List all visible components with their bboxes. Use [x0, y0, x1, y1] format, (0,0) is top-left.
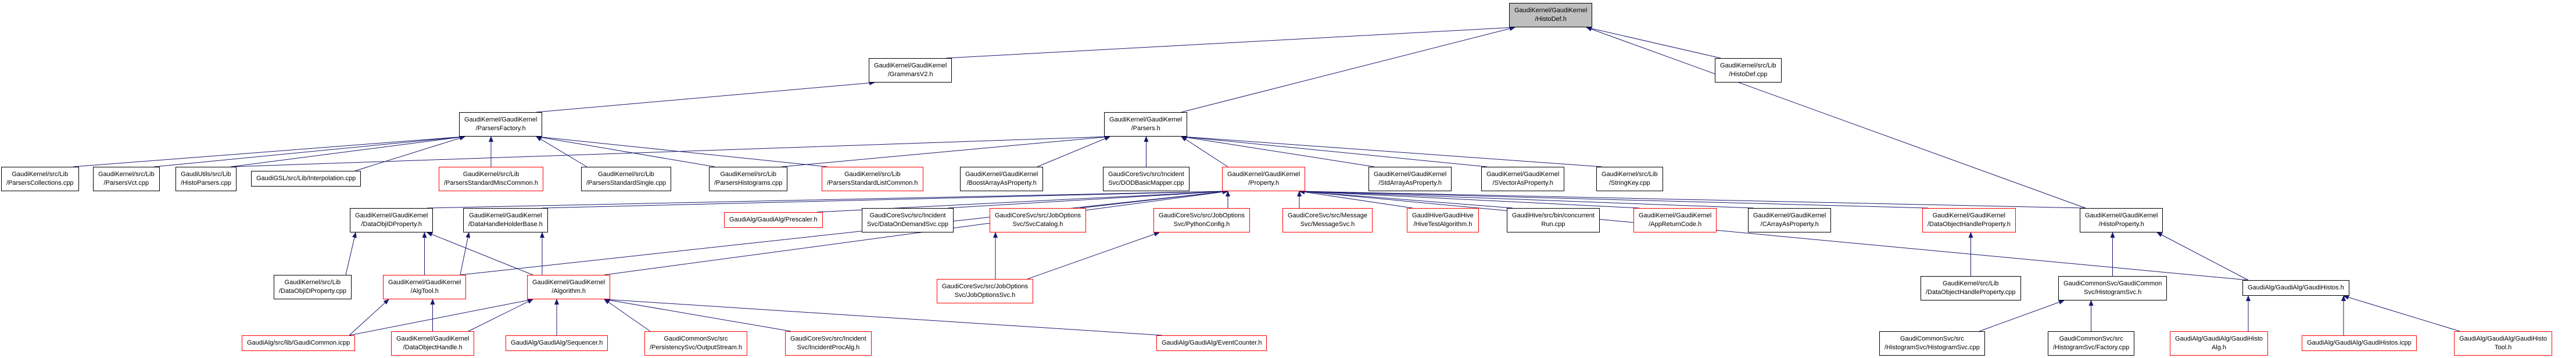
graph-node-label: GaudiAlg/GaudiAlg/EventCounter.h	[1162, 339, 1262, 346]
include-edge-parsersstandardsingle-cpp-to-parsersfactory-h	[536, 137, 587, 167]
graph-node-property-h[interactable]	[1222, 167, 1305, 191]
graph-node-parsershistograms-cpp[interactable]	[709, 167, 787, 191]
graph-node-algtool-h[interactable]	[383, 275, 466, 299]
graph-node-label: Svc/JobOptionsSvc.h	[954, 292, 1016, 299]
graph-node-label: GaudiAlg/GaudiAlg/Sequencer.h	[511, 339, 603, 346]
include-edge-gaudihistos-h-to-property-h	[1299, 191, 2248, 280]
graph-node-gaudihistoalg-h[interactable]	[2170, 331, 2268, 356]
include-edge-gaudicommon-icpp-to-algtool-h	[349, 299, 389, 335]
graph-node-eventcounter-h[interactable]	[1156, 335, 1267, 351]
include-edge-hivetestalgorithm-h-to-property-h	[1299, 191, 1413, 208]
include-edge-parsersvct-cpp-to-parsersfactory-h	[154, 137, 465, 167]
include-edge-dataobjecthandleproperty-h-to-property-h	[1299, 191, 1928, 208]
graph-node-label: GaudiAlg/GaudiAlg/GaudiHisto	[2459, 335, 2548, 342]
graph-node-label: /HistogramSvc/Factory.cpp	[2053, 344, 2130, 351]
graph-node-label: /HistoDef.cpp	[1729, 71, 1768, 78]
graph-node-label: /DataHandleHolderBase.h	[468, 221, 543, 228]
include-edge-histoparsers-cpp-to-parsersfactory-h	[231, 137, 465, 167]
graph-node-label: GaudiAlg/GaudiAlg/GaudiHisto	[2175, 335, 2263, 342]
graph-node-histogramsvc-cpp[interactable]	[1879, 331, 1985, 356]
include-edge-histoparsers-cpp-to-parsers-h	[231, 137, 1110, 167]
include-edge-interpolation-cpp-to-parsersfactory-h	[355, 137, 465, 171]
graph-node-joboptionssvc-h[interactable]	[937, 279, 1033, 303]
graph-node-label: GaudiGSL/src/Lib/Interpolation.cpp	[256, 175, 356, 182]
graph-node-label: GaudiKernel/GaudiKernel	[2085, 212, 2158, 219]
graph-node-label: /CArrayAsProperty.h	[1760, 221, 1819, 228]
graph-node-label: /ParsersVct.cpp	[103, 180, 149, 187]
graph-node-label: GaudiKernel/GaudiKernel	[388, 279, 461, 286]
graph-node-pythonconfig-h[interactable]	[1153, 208, 1250, 232]
graph-node-stringkey-cpp[interactable]	[1596, 167, 1663, 191]
graph-node-label: Svc/IncidentProcAlg.h	[797, 344, 860, 351]
include-edge-svccatalog-h-to-property-h	[1080, 191, 1228, 208]
graph-node-parsersstandardsingle-cpp[interactable]	[581, 167, 671, 191]
graph-node-label: GaudiCoreSvc/src/Message	[1288, 212, 1367, 219]
graph-node-outputstream-h[interactable]	[644, 331, 747, 356]
graph-node-label: GaudiKernel/GaudiKernel	[874, 62, 947, 69]
graph-node-label: /HistogramSvc/HistogramSvc.cpp	[1884, 344, 1980, 351]
graph-node-label: GaudiCoreSvc/src/JobOptions	[942, 283, 1028, 290]
graph-node-label: GaudiKernel/GaudiKernel	[1374, 171, 1447, 178]
graph-node-parsersvct-cpp[interactable]	[93, 167, 160, 191]
graph-node-gaudihistos-icpp[interactable]	[2302, 335, 2417, 351]
graph-node-label: GaudiHive/src/bin/concurrent	[1512, 212, 1595, 219]
include-edge-histogramsvc-cpp-to-histogramsvc-h	[1979, 300, 2064, 331]
include-edge-incidentprocalg-h-to-algorithm-h	[604, 299, 791, 331]
graph-node-label: GaudiCoreSvc/src/JobOptions	[1159, 212, 1245, 219]
graph-node-label: GaudiKernel/GaudiKernel	[1227, 171, 1300, 178]
graph-node-label: /ParsersStandardMiscCommon.h	[444, 180, 539, 187]
graph-node-label: GaudiKernel/GaudiKernel	[1753, 212, 1826, 219]
include-edge-algorithm-h-to-dataobjidproperty-h	[427, 232, 533, 275]
graph-node-svccatalog-h[interactable]	[990, 208, 1086, 232]
graph-node-histoproperty-h[interactable]	[2080, 208, 2163, 232]
graph-node-label: GaudiKernel/src/Lib	[12, 171, 69, 178]
graph-node-label: /DataObjIDProperty.h	[361, 221, 422, 228]
include-edge-dataobjecthandle-h-to-algorithm-h	[468, 299, 533, 331]
graph-node-label: /DataObjectHandleProperty.cpp	[1926, 289, 2016, 296]
graph-node-label: GaudiCommonSvc/src	[1900, 335, 1964, 342]
graph-node-parserscollections-cpp[interactable]	[1, 167, 79, 191]
graph-node-label: GaudiKernel/src/Lib	[844, 171, 901, 178]
graph-node-label: /ParsersCollections.cpp	[6, 180, 74, 187]
graph-node-parsersstandardlistcommon-h[interactable]	[822, 167, 923, 191]
graph-node-label: /AlgTool.h	[410, 288, 439, 295]
include-edge-grammarsv2-h-to-histodef-h	[946, 27, 1515, 58]
graph-node-sequencer-h[interactable]	[506, 335, 608, 351]
graph-node-prescaler-h[interactable]	[724, 212, 823, 228]
include-edge-parsershistograms-cpp-to-parsers-h	[782, 137, 1110, 167]
graph-node-label: GaudiKernel/GaudiKernel	[464, 116, 538, 123]
include-edge-parsershistograms-cpp-to-parsersfactory-h	[536, 137, 715, 167]
graph-node-label: /HiveTestAlgorithm.h	[1413, 221, 1472, 228]
include-edge-property-h-to-parsers-h	[1181, 137, 1228, 167]
graph-node-label: Alg.h	[2211, 344, 2227, 351]
graph-node-appreturncode-h[interactable]	[1633, 208, 1717, 232]
graph-node-datahandleholderbase-h[interactable]	[463, 208, 548, 232]
graph-node-parsers-h[interactable]	[1104, 112, 1187, 137]
graph-node-label: GaudiKernel/GaudiKernel	[1639, 212, 1712, 219]
graph-node-label: GaudiKernel/src/Lib	[720, 171, 776, 178]
graph-node-label: /ParsersFactory.h	[475, 125, 526, 132]
graph-node-label: /AppReturnCode.h	[1649, 221, 1702, 228]
graph-node-label: GaudiCommonSvc/src	[2059, 335, 2123, 342]
graph-node-label: GaudiCoreSvc/src/JobOptions	[995, 212, 1081, 219]
graph-node-histodef-cpp[interactable]	[1715, 58, 1782, 83]
graph-node-label: GaudiAlg/GaudiAlg/Prescaler.h	[729, 216, 818, 223]
graph-node-label: /HistoProperty.h	[2098, 221, 2144, 228]
graph-node-label: /HistoParsers.cpp	[181, 180, 231, 187]
graph-node-label: GaudiKernel/GaudiKernel	[965, 171, 1038, 178]
graph-node-label: /Property.h	[1248, 180, 1280, 187]
graph-node-label: /GrammarsV2.h	[887, 71, 933, 78]
graph-node-algorithm-h[interactable]	[527, 275, 610, 299]
include-edge-gaudicommon-icpp-to-algorithm-h	[349, 299, 533, 335]
graph-node-label: Tool.h	[2494, 344, 2512, 351]
graph-node-label: GaudiAlg/GaudiAlg/GaudiHistos.icpp	[2307, 339, 2412, 346]
graph-node-label: /DataObjectHandle.h	[403, 344, 463, 351]
graph-node-concurrentrun-cpp[interactable]	[1507, 208, 1600, 232]
include-edge-gaudihistotool-h-to-gaudihistos-h	[2344, 296, 2460, 331]
graph-node-hivetestalgorithm-h[interactable]	[1407, 208, 1479, 232]
graph-node-label: GaudiKernel/GaudiKernel	[1932, 212, 2006, 219]
include-edge-histodef-cpp-to-histodef-h	[1586, 27, 1721, 58]
graph-node-label: Svc/PythonConfig.h	[1173, 221, 1230, 228]
graph-node-label: GaudiKernel/src/Lib	[1720, 62, 1776, 69]
graph-node-dataondemandsvc-cpp[interactable]	[862, 208, 954, 232]
graph-node-interpolation-cpp[interactable]	[251, 171, 361, 187]
graph-node-stdarrayasproperty-h[interactable]	[1368, 167, 1452, 191]
graph-node-label: GaudiKernel/src/Lib	[463, 171, 520, 178]
graph-node-histodef-h[interactable]	[1509, 3, 1592, 27]
graph-node-boostarrayasproperty-h[interactable]	[960, 167, 1043, 191]
include-edge-joboptionssvc-h-to-pythonconfig-h	[1027, 232, 1159, 279]
graph-node-dataobjecthandle-h[interactable]	[391, 331, 474, 356]
include-edge-concurrentrun-cpp-to-property-h	[1299, 191, 1513, 208]
graph-node-label: GaudiKernel/GaudiKernel	[1514, 7, 1588, 14]
graph-node-gaudicommon-icpp[interactable]	[242, 335, 355, 351]
graph-node-label: Svc/DODBasicMapper.cpp	[1108, 180, 1184, 187]
graph-node-label: Svc/DataOnDemandSvc.cpp	[867, 221, 949, 228]
graph-node-label: /DataObjectHandleProperty.h	[1927, 221, 2011, 228]
graph-node-label: GaudiCoreSvc/src/Incident	[790, 335, 866, 342]
graph-node-label: GaudiKernel/GaudiKernel	[1486, 171, 1560, 178]
include-edge-eventcounter-h-to-algorithm-h	[604, 299, 1162, 335]
graph-node-label: /DataObjIDProperty.cpp	[279, 288, 346, 295]
graph-node-label: Svc/SvcCatalog.h	[1012, 221, 1063, 228]
include-edge-dataondemandsvc-cpp-to-property-h	[948, 191, 1228, 208]
graph-node-label: GaudiCoreSvc/src/Incident	[1108, 171, 1184, 178]
include-edge-parsers-h-to-histodef-h	[1181, 27, 1515, 112]
include-edge-algtool-h-to-datahandleholderbase-h	[460, 232, 469, 275]
graph-node-label: GaudiKernel/src/Lib	[1942, 280, 1999, 287]
include-edge-algorithm-h-to-property-h	[604, 191, 1228, 275]
include-edge-parserscollections-cpp-to-parsersfactory-h	[73, 137, 465, 167]
graph-node-label: GaudiCommonSvc/GaudiCommon	[2063, 280, 2162, 287]
graph-node-label: GaudiAlg/GaudiAlg/GaudiHistos.h	[2248, 284, 2344, 291]
include-edge-boostarrayasproperty-h-to-parsers-h	[1037, 137, 1110, 167]
graph-node-label: /ParsersStandardListCommon.h	[827, 180, 918, 187]
graph-node-label: Svc/HistogramSvc.h	[2084, 289, 2142, 296]
graph-node-histoparsers-cpp[interactable]	[175, 167, 237, 191]
graph-node-label: /HistoDef.h	[1535, 16, 1567, 23]
include-edge-dataobjidproperty-h-to-property-h	[427, 191, 1228, 208]
graph-node-label: GaudiKernel/src/Lib	[98, 171, 155, 178]
graph-node-label: GaudiKernel/GaudiKernel	[469, 212, 542, 219]
graph-node-label: Run.cpp	[1541, 221, 1565, 228]
graph-node-label: /StdArrayAsProperty.h	[1378, 180, 1442, 187]
include-edge-appreturncode-h-to-property-h	[1299, 191, 1639, 208]
graph-node-carrayasproperty-h[interactable]	[1748, 208, 1831, 232]
graph-node-dataobjecthandleproperty-cpp[interactable]	[1921, 276, 2021, 300]
graph-node-label: GaudiKernel/src/Lib	[284, 279, 341, 286]
include-edge-stringkey-cpp-to-parsers-h	[1181, 137, 1602, 167]
include-edge-carrayasproperty-h-to-property-h	[1299, 191, 1754, 208]
graph-node-label: /BoostArrayAsProperty.h	[966, 180, 1037, 187]
graph-node-dataobjecthandleproperty-h[interactable]	[1922, 208, 2016, 232]
graph-node-dodbasicmapper-cpp[interactable]	[1103, 167, 1190, 191]
graph-node-label: Svc/MessageSvc.h	[1300, 221, 1355, 228]
graph-node-parsersfactory-h[interactable]	[459, 112, 542, 137]
graph-node-label: /SVectorAsProperty.h	[1492, 180, 1553, 187]
graph-node-label: GaudiCommonSvc/src	[664, 335, 728, 342]
graph-node-messagesvc-h[interactable]	[1282, 208, 1373, 232]
graph-node-label: GaudiUtils/src/Lib	[181, 171, 231, 178]
graph-node-label: GaudiHive/GaudiHive	[1412, 212, 1474, 219]
graph-node-grammarsv2-h[interactable]	[869, 58, 952, 83]
include-edge-stdarrayasproperty-h-to-parsers-h	[1181, 137, 1374, 167]
graph-node-parsersstandardmisccommon-h[interactable]	[439, 167, 543, 191]
include-edge-algtool-h-to-property-h	[460, 191, 1228, 275]
include-edge-outputstream-h-to-algorithm-h	[604, 299, 650, 331]
graph-node-label: /Algorithm.h	[551, 288, 586, 295]
include-edge-svectorasproperty-h-to-parsers-h	[1181, 137, 1487, 167]
graph-node-label: /PersistencySvc/OutputStream.h	[650, 344, 742, 351]
graph-node-gaudihistos-h[interactable]	[2242, 280, 2349, 296]
graph-node-histogramsvc-h[interactable]	[2058, 276, 2167, 300]
graph-node-label: /Parsers.h	[1131, 125, 1160, 132]
include-edge-histoproperty-h-to-property-h	[1299, 191, 2086, 208]
include-edge-dataobjidproperty-cpp-to-dataobjidproperty-h	[346, 232, 356, 275]
graph-node-label: GaudiKernel/GaudiKernel	[532, 279, 606, 286]
graph-node-label: /ParsersStandardSingle.cpp	[586, 180, 666, 187]
graph-node-label: GaudiAlg/src/lib/GaudiCommon.icpp	[247, 339, 350, 346]
graph-node-label: /ParsersHistograms.cpp	[714, 180, 783, 187]
graph-node-dataobjidproperty-h[interactable]	[350, 208, 433, 232]
graph-node-label: /StringKey.cpp	[1608, 180, 1650, 187]
graph-node-label: GaudiKernel/GaudiKernel	[355, 212, 428, 219]
graph-node-gaudihistotool-h[interactable]	[2454, 331, 2552, 356]
graph-node-factory-cpp[interactable]	[2048, 331, 2134, 356]
include-edge-parsersfactory-h-to-grammarsv2-h	[536, 83, 875, 112]
graph-node-label: GaudiKernel/GaudiKernel	[1109, 116, 1183, 123]
graph-node-label: GaudiKernel/GaudiKernel	[396, 335, 470, 342]
graph-node-label: GaudiKernel/src/Lib	[598, 171, 654, 178]
graph-node-incidentprocalg-h[interactable]	[785, 331, 872, 356]
include-edge-parsersstandardlistcommon-h-to-parsersfactory-h	[536, 137, 827, 167]
include-edge-datahandleholderbase-h-to-property-h	[542, 191, 1228, 208]
graph-node-label: GaudiCoreSvc/src/Incident	[869, 212, 946, 219]
graph-node-svectorasproperty-h[interactable]	[1481, 167, 1564, 191]
graph-node-dataobjidproperty-cpp[interactable]	[274, 275, 352, 299]
graph-node-label: GaudiKernel/src/Lib	[1602, 171, 1658, 178]
include-edge-gaudihistos-h-to-histoproperty-h	[2157, 232, 2248, 280]
